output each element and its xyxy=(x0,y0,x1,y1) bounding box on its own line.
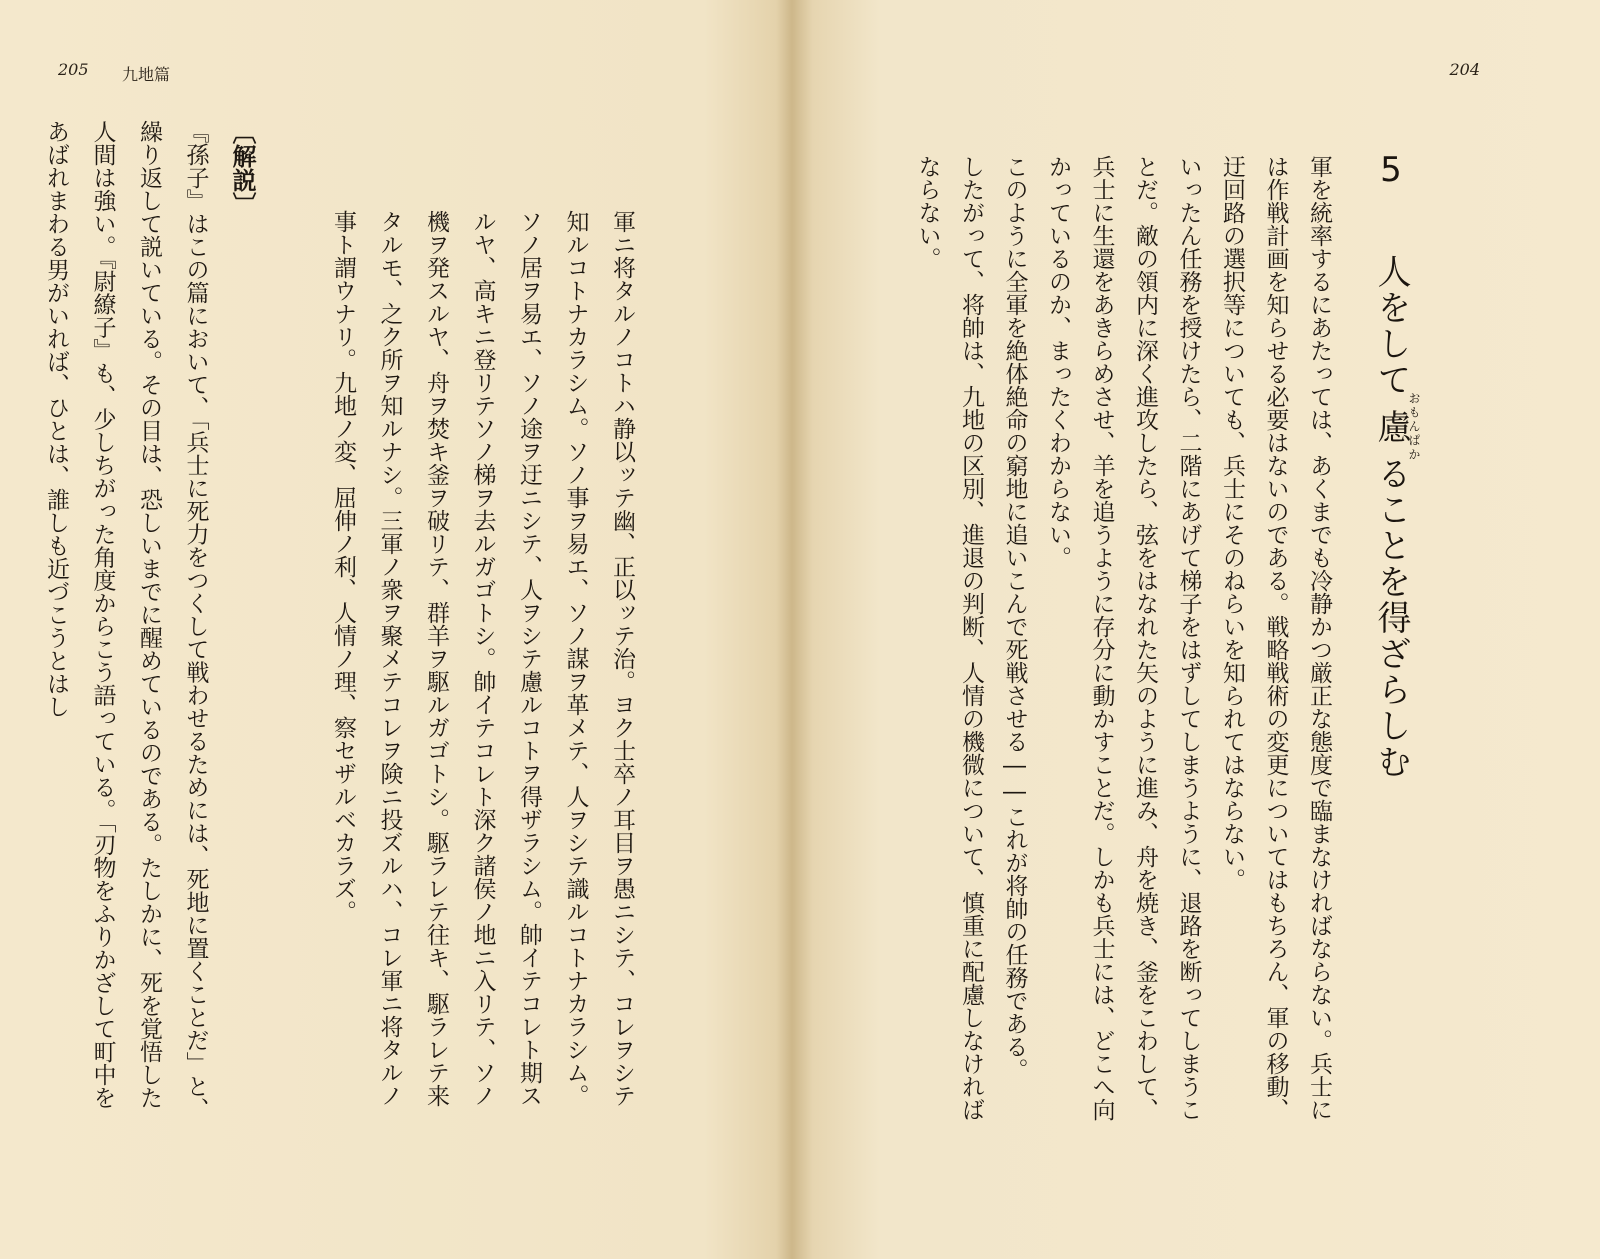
chapter-heading xyxy=(1367,150,1420,780)
body-paragraph-2: いったん任務を授けたら、二階にあげて梯子をはずしてしまうように、退路を断ってしまうことだ。敵の領内に深く進攻したら、弦をはなれた矢のように進み、舟を焼き、釜をこわして、兵士に生還をあきらめさせ、羊を追うように存分に動かすことだ。しかも兵士には、どこへ向かっているのか、まったくわからない。 xyxy=(1045,155,1202,1121)
body-paragraph-4: したがって、将帥は、九地の区別、進退の判断、人情の機微について、慎重に配慮しなければならない。 xyxy=(914,155,984,1121)
page-number-left: 205 xyxy=(58,60,89,79)
classical-text xyxy=(320,210,646,1110)
running-head: 九地篇 xyxy=(122,65,171,84)
commentary-label: 〔解説〕 xyxy=(228,120,256,216)
page-number-right: 204 xyxy=(1449,60,1480,79)
chapter-number: 5 xyxy=(1371,150,1411,192)
right-page xyxy=(785,0,1600,1259)
classical-paragraph: 軍ニ将タルノコトハ静以ッテ幽、正以ッテ治。ヨク士卒ノ耳目ヲ愚ニシテ、コレヲシテ知ルコトナカラシム。ソノ事ヲ易エ、ソノ謀ヲ革メテ、人ヲシテ識ルコトナカラシム。ソノ居ヲ易エ、ソノ途ヲ迂ニシテ、人ヲシテ慮ルコトヲ得ザラシム。帥イテコレト期スルヤ、高キニ登リテソノ梯ヲ去ルガゴトシ。帥イテコレト深ク諸侯ノ地ニ入リテ、ソノ機ヲ発スルヤ、舟ヲ焚キ釜ヲ破リテ、群羊ヲ駆ルガゴトシ。駆ラレテ往キ、駆ラレテ来タルモ、之ク所ヲ知ルナシ。三軍ノ衆ヲ聚メテコレヲ険ニ投ズルハ、コレ軍ニ将タルノ事ト謂ウナリ。九地ノ変、屈伸ノ利、人情ノ理、察セザルベカラズ。 xyxy=(330,210,635,1107)
body-paragraph-1: 軍を統率するにあたっては、あくまでも冷静かつ厳正な態度で臨まなければならない。兵士には作戦計画を知らせる必要はないのである。戦略戦術の変更についてはもちろん、軍の移動、迂回路の選択等についても、兵士にそのねらいを知られてはならない。 xyxy=(1219,155,1332,1121)
body-paragraph-3: このように全軍を絶体絶命の窮地に追いこんで死戦させる――これが将帥の任務である。 xyxy=(1001,155,1028,1081)
chapter-title: 人をして慮おもんぱかることを得ざらしむ xyxy=(1371,254,1421,780)
commentary-paragraph: 『孫子』はこの篇において、「兵士に死力をつくして戦わせるためには、死地に置くことだ」と、繰り返して説いている。その目は、恐しいまでに醒めているのである。たしかに、死を覚悟した人間は強い。『尉繚子』も、少しちがった角度からこう語っている。「刃物をふりかざして町中をあばれまわる男がいれば、ひとは、誰しも近づこうとはし xyxy=(43,120,209,1121)
body-text xyxy=(905,155,1340,1125)
left-page xyxy=(0,0,785,1259)
commentary-section xyxy=(33,120,266,1130)
chapter-title-ruby: おもんぱか xyxy=(1407,392,1421,462)
